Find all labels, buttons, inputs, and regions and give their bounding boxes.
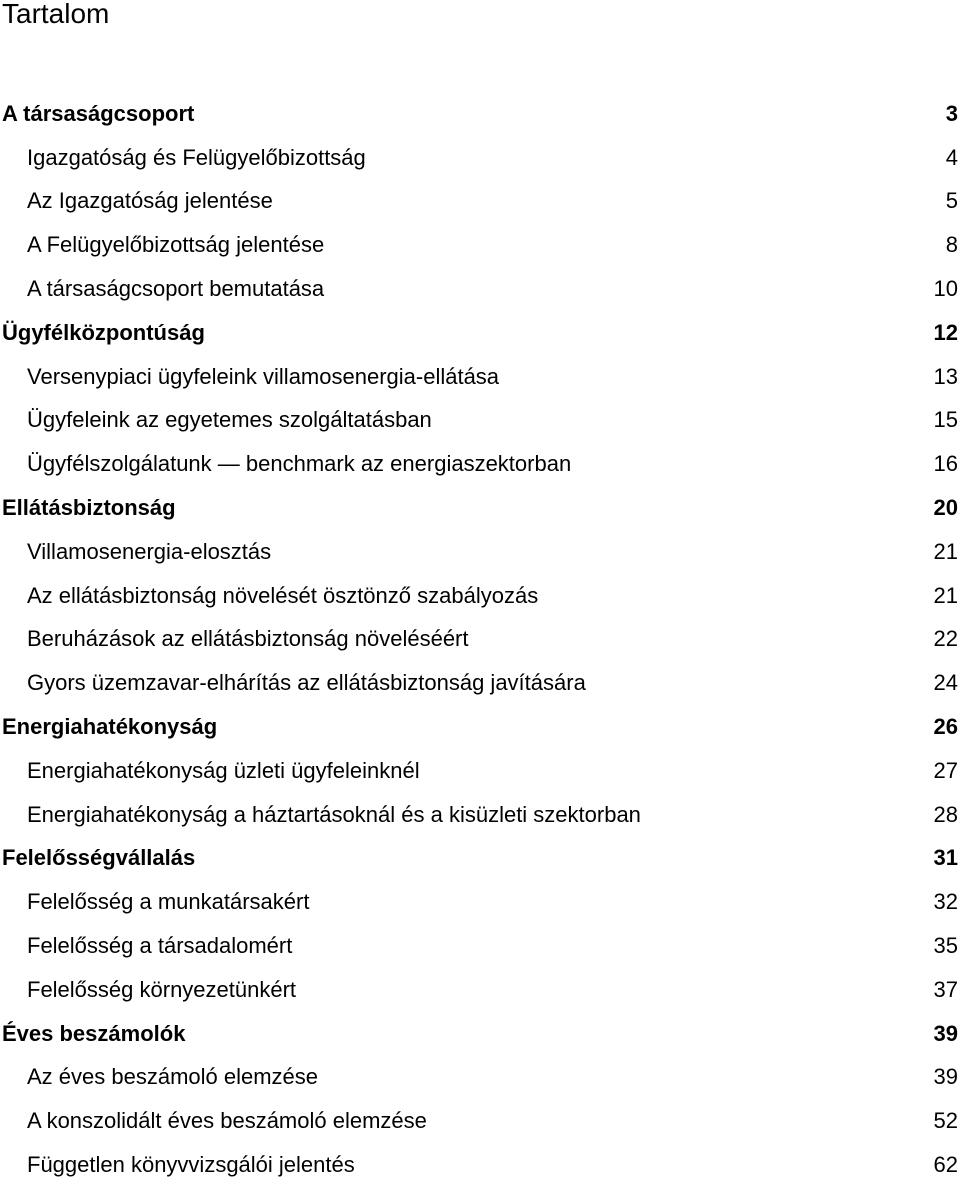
- toc-entry-label: Energiahatékonyság a háztartásoknál és a kisüzleti szektorban: [27, 801, 641, 827]
- toc-subsection[interactable]: [0, 223, 960, 267]
- toc-entry-label: Ügyfeleink az egyetemes szolgáltatásban: [27, 407, 432, 433]
- toc-entry-label: Az Igazgatóság jelentése: [27, 188, 273, 214]
- toc-subsection[interactable]: [0, 924, 960, 968]
- toc-section[interactable]: [0, 92, 960, 136]
- toc-subsection[interactable]: [0, 661, 960, 705]
- toc-page-number: 20: [933, 495, 958, 521]
- toc-entry-label: Ellátásbiztonság: [2, 495, 176, 521]
- toc-entry-label: A társaságcsoport: [2, 100, 195, 126]
- toc-page-number: 26: [933, 714, 958, 740]
- toc-entry-label: Az éves beszámoló elemzése: [27, 1064, 319, 1090]
- toc-subsection[interactable]: [0, 399, 960, 443]
- toc-page-number: 22: [933, 626, 958, 652]
- toc-entry-label: Energiahatékonyság üzleti ügyfeleinknél: [27, 757, 420, 783]
- toc-subsection[interactable]: [0, 355, 960, 399]
- toc-entry-label: Felelősségvállalás: [2, 845, 196, 871]
- toc-subsection[interactable]: [0, 442, 960, 486]
- toc-entry-label: Felelősség környezetünkért: [27, 976, 297, 1002]
- toc-page-number: 5: [945, 188, 958, 214]
- toc-subsection[interactable]: [0, 793, 960, 837]
- toc-page-number: 24: [933, 670, 958, 696]
- toc-subsection[interactable]: [0, 749, 960, 793]
- toc-page-number: 13: [933, 363, 958, 389]
- toc-entry-label: Energiahatékonyság: [2, 714, 218, 740]
- toc-entry-label: Független könyvvizsgálói jelentés: [27, 1152, 355, 1178]
- toc-page-number: 4: [945, 144, 958, 170]
- toc-entry-label: A társaságcsoport bemutatása: [27, 276, 325, 302]
- toc-entry-label: Ügyfélközpontúság: [2, 319, 205, 345]
- toc-section[interactable]: [0, 837, 960, 881]
- toc-entry-label: Beruházások az ellátásbiztonság növeléséért: [27, 626, 469, 652]
- toc-page-number: 39: [933, 1064, 958, 1090]
- toc-page-number: 31: [933, 845, 958, 871]
- toc-entry-label: Felelősség a társadalomért: [27, 933, 293, 959]
- toc-page-number: 62: [933, 1152, 958, 1178]
- toc-section[interactable]: [0, 486, 960, 530]
- toc-subsection[interactable]: [0, 530, 960, 574]
- toc-subsection[interactable]: [0, 574, 960, 618]
- toc-subsection[interactable]: [0, 267, 960, 311]
- toc-entry-label: Versenypiaci ügyfeleink villamosenergia-ellátása: [27, 363, 500, 389]
- toc-entry-label: Az ellátásbiztonság növelését ösztönző szabályozás: [27, 582, 539, 608]
- toc-page-number: 35: [933, 933, 958, 959]
- toc-entry-label: Ügyfélszolgálatunk — benchmark az energiaszektorban: [27, 451, 572, 477]
- toc-subsection[interactable]: [0, 180, 960, 224]
- toc-page-number: 12: [933, 319, 958, 345]
- toc-page-number: 27: [933, 757, 958, 783]
- toc-subsection[interactable]: [0, 136, 960, 180]
- toc-entry-label: Villamosenergia-elosztás: [27, 538, 272, 564]
- table-of-contents: [0, 92, 960, 1187]
- toc-entry-label: Éves beszámolók: [2, 1020, 186, 1046]
- toc-section[interactable]: [0, 311, 960, 355]
- toc-subsection[interactable]: [0, 880, 960, 924]
- toc-entry-label: Gyors üzemzavar-elhárítás az ellátásbiztonság javítására: [27, 670, 586, 696]
- toc-section[interactable]: [0, 1012, 960, 1056]
- toc-subsection[interactable]: [0, 1099, 960, 1143]
- toc-page-number: 52: [933, 1108, 958, 1134]
- toc-entry-label: Felelősség a munkatársakért: [27, 889, 310, 915]
- toc-page-number: 10: [933, 276, 958, 302]
- toc-page-number: 37: [933, 976, 958, 1002]
- toc-page-number: 21: [933, 582, 958, 608]
- toc-entry-label: A Felügyelőbizottság jelentése: [27, 232, 325, 258]
- toc-page-number: 32: [933, 889, 958, 915]
- toc-page-number: 8: [945, 232, 958, 258]
- toc-page-number: 3: [945, 100, 958, 126]
- toc-subsection[interactable]: [0, 618, 960, 662]
- toc-section[interactable]: [0, 705, 960, 749]
- toc-page-number: 21: [933, 538, 958, 564]
- toc-subsection[interactable]: [0, 1143, 960, 1187]
- toc-page-number: 16: [933, 451, 958, 477]
- toc-page-number: 39: [933, 1020, 958, 1046]
- toc-entry-label: A konszolidált éves beszámoló elemzése: [27, 1108, 427, 1134]
- toc-subsection[interactable]: [0, 968, 960, 1012]
- toc-page-number: 28: [933, 801, 958, 827]
- toc-subsection[interactable]: [0, 1056, 960, 1100]
- page-title: Tartalom: [2, 0, 110, 29]
- toc-page-number: 15: [933, 407, 958, 433]
- toc-entry-label: Igazgatóság és Felügyelőbizottság: [27, 144, 366, 170]
